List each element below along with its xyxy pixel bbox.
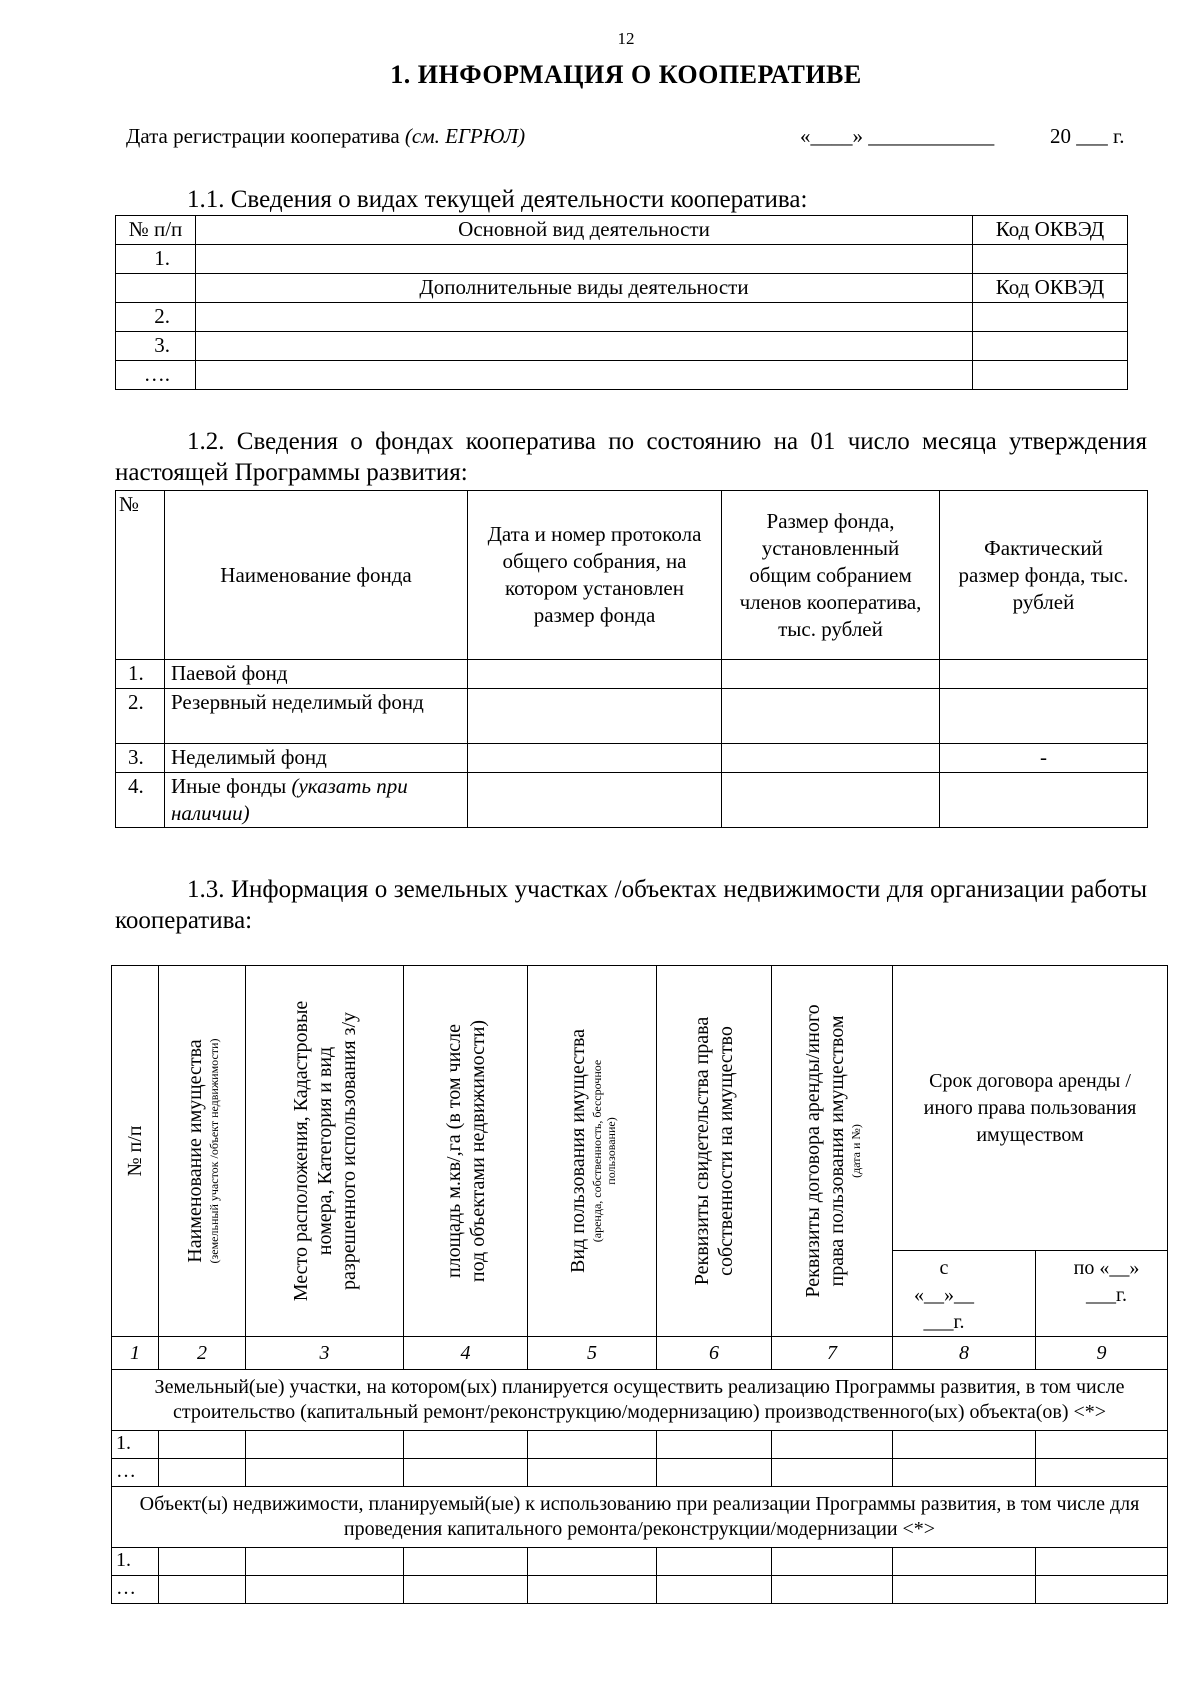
column-index: 9 xyxy=(1036,1337,1168,1370)
fund-name-note: (указать при наличии) xyxy=(171,774,408,825)
protocol-cell xyxy=(468,660,722,689)
header-contract xyxy=(772,966,893,1337)
activity-cell xyxy=(196,245,973,274)
column-index: 1 xyxy=(112,1337,159,1370)
fund-name: Иные фонды xyxy=(171,774,287,798)
actual-size-cell: - xyxy=(940,744,1148,773)
row-num: 1. xyxy=(112,1431,159,1459)
row-num: …. xyxy=(116,361,196,390)
fund-num: 3. xyxy=(116,744,165,773)
actual-size-cell xyxy=(940,689,1148,744)
column-index: 5 xyxy=(528,1337,657,1370)
protocol-cell xyxy=(468,744,722,773)
row-num: 1. xyxy=(116,245,196,274)
column-index: 2 xyxy=(159,1337,246,1370)
header-protocol: Дата и номер протокола общего собрания, на котором установлен размер фонда xyxy=(468,491,722,660)
size-set-cell xyxy=(722,660,940,689)
header-num: № п/п xyxy=(116,216,196,245)
empty-cell xyxy=(116,274,196,303)
column-index: 7 xyxy=(772,1337,893,1370)
activity-cell xyxy=(196,361,973,390)
activities-table xyxy=(115,215,1128,390)
header-term-from: с «__»__ ___г. xyxy=(893,1251,1036,1337)
code-cell xyxy=(973,303,1128,332)
row-num: … xyxy=(112,1576,159,1604)
code-cell xyxy=(973,332,1128,361)
size-set-cell xyxy=(722,773,940,828)
header-ownership: Реквизиты свидетельства права собственности на имущество xyxy=(657,966,772,1337)
size-set-cell xyxy=(722,744,940,773)
header-size-set: Размер фонда, установленный общим собранием членов кооператива, тыс. рублей xyxy=(722,491,940,660)
header-term-to: по «__» ___г. xyxy=(1036,1251,1168,1337)
group-land-plots: Земельный(ые) участки, на котором(ых) планируется осуществить реализацию Программы развития, в том числе строительство (капитальный ремонт/реконструкцию/модернизацию) производственного(ых) объекта(ов) <*> xyxy=(112,1370,1168,1431)
actual-size-cell xyxy=(940,660,1148,689)
page-number: 12 xyxy=(617,29,635,48)
protocol-cell xyxy=(468,773,722,828)
fund-num: 2. xyxy=(116,689,165,744)
header-num: № xyxy=(116,491,165,660)
header-main-activity: Основной вид деятельности xyxy=(196,216,973,245)
code-cell xyxy=(973,245,1128,274)
header-additional-activities: Дополнительные виды деятельности xyxy=(196,274,973,303)
header-fund-name: Наименование фонда xyxy=(165,491,468,660)
usage-type-text: Вид пользования имущества xyxy=(567,1029,589,1274)
header-usage-type xyxy=(528,966,657,1337)
actual-size-cell xyxy=(940,773,1148,828)
activity-cell xyxy=(196,332,973,361)
registration-label-note: (см. ЕГРЮЛ) xyxy=(404,124,526,148)
fund-name-cell xyxy=(165,773,468,828)
size-set-cell xyxy=(722,689,940,744)
protocol-cell xyxy=(468,689,722,744)
header-num: № п/п xyxy=(112,966,159,1337)
fund-name: Паевой фонд xyxy=(165,660,468,689)
contract-note: (дата и №) xyxy=(849,1124,863,1178)
registration-year-blank: 20 ___ г. xyxy=(1050,124,1125,148)
section-1-2-heading: 1.2. Сведения о фондах кооператива по состоянию на 01 число месяца утверждения настоящей Программы развития: xyxy=(115,428,1147,486)
code-cell xyxy=(973,361,1128,390)
column-index: 8 xyxy=(893,1337,1036,1370)
header-okved-code: Код ОКВЭД xyxy=(973,216,1128,245)
property-name-note: (земельный участок /объект недвижимости) xyxy=(207,1038,221,1264)
row-num: 1. xyxy=(112,1548,159,1576)
column-index: 4 xyxy=(404,1337,528,1370)
header-location: Место расположения, Кадастровые номера, Категория и вид разрешенного использования з/у xyxy=(246,966,404,1337)
property-name-text: Наименование имущества xyxy=(184,1039,206,1263)
group-real-estate: Объект(ы) недвижимости, планируемый(ые) к использованию при реализации Программы развития, в том числе для проведения капитального ремонта/реконструкции/модернизации <*> xyxy=(112,1487,1168,1548)
registration-date-label xyxy=(126,124,525,149)
fund-name: Неделимый фонд xyxy=(165,744,468,773)
header-property-name xyxy=(159,966,246,1337)
land-plots-table xyxy=(111,965,1168,1604)
header-okved-code-2: Код ОКВЭД xyxy=(973,274,1128,303)
section-1-1-heading: 1.1. Сведения о видах текущей деятельности кооператива: xyxy=(187,186,808,213)
activity-cell xyxy=(196,303,973,332)
fund-num: 1. xyxy=(116,660,165,689)
row-num: 3. xyxy=(116,332,196,361)
header-term: Срок договора аренды /иного права пользования имуществом xyxy=(893,966,1168,1251)
column-index: 3 xyxy=(246,1337,404,1370)
column-index: 6 xyxy=(657,1337,772,1370)
page-title: 1. ИНФОРМАЦИЯ О КООПЕРАТИВЕ xyxy=(390,60,862,89)
usage-type-note: (аренда, собственность, бессрочное пользование) xyxy=(590,1059,618,1243)
header-actual-size: Фактический размер фонда, тыс. рублей xyxy=(940,491,1148,660)
header-area: площадь м.кв/,га (в том числе под объектами недвижимости) xyxy=(404,966,528,1337)
fund-name: Резервный неделимый фонд xyxy=(165,689,468,744)
funds-table xyxy=(115,490,1148,828)
registration-label-text: Дата регистрации кооператива xyxy=(126,124,400,148)
row-num: 2. xyxy=(116,303,196,332)
contract-text: Реквизиты договора аренды/иного права пользования имуществом xyxy=(802,1004,848,1298)
row-num: … xyxy=(112,1459,159,1487)
registration-date-blank: «____» ____________ xyxy=(800,124,995,148)
fund-num: 4. xyxy=(116,773,165,828)
section-1-3-heading: 1.3. Информация о земельных участках /объектах недвижимости для организации работы кооператива: xyxy=(115,876,1147,934)
